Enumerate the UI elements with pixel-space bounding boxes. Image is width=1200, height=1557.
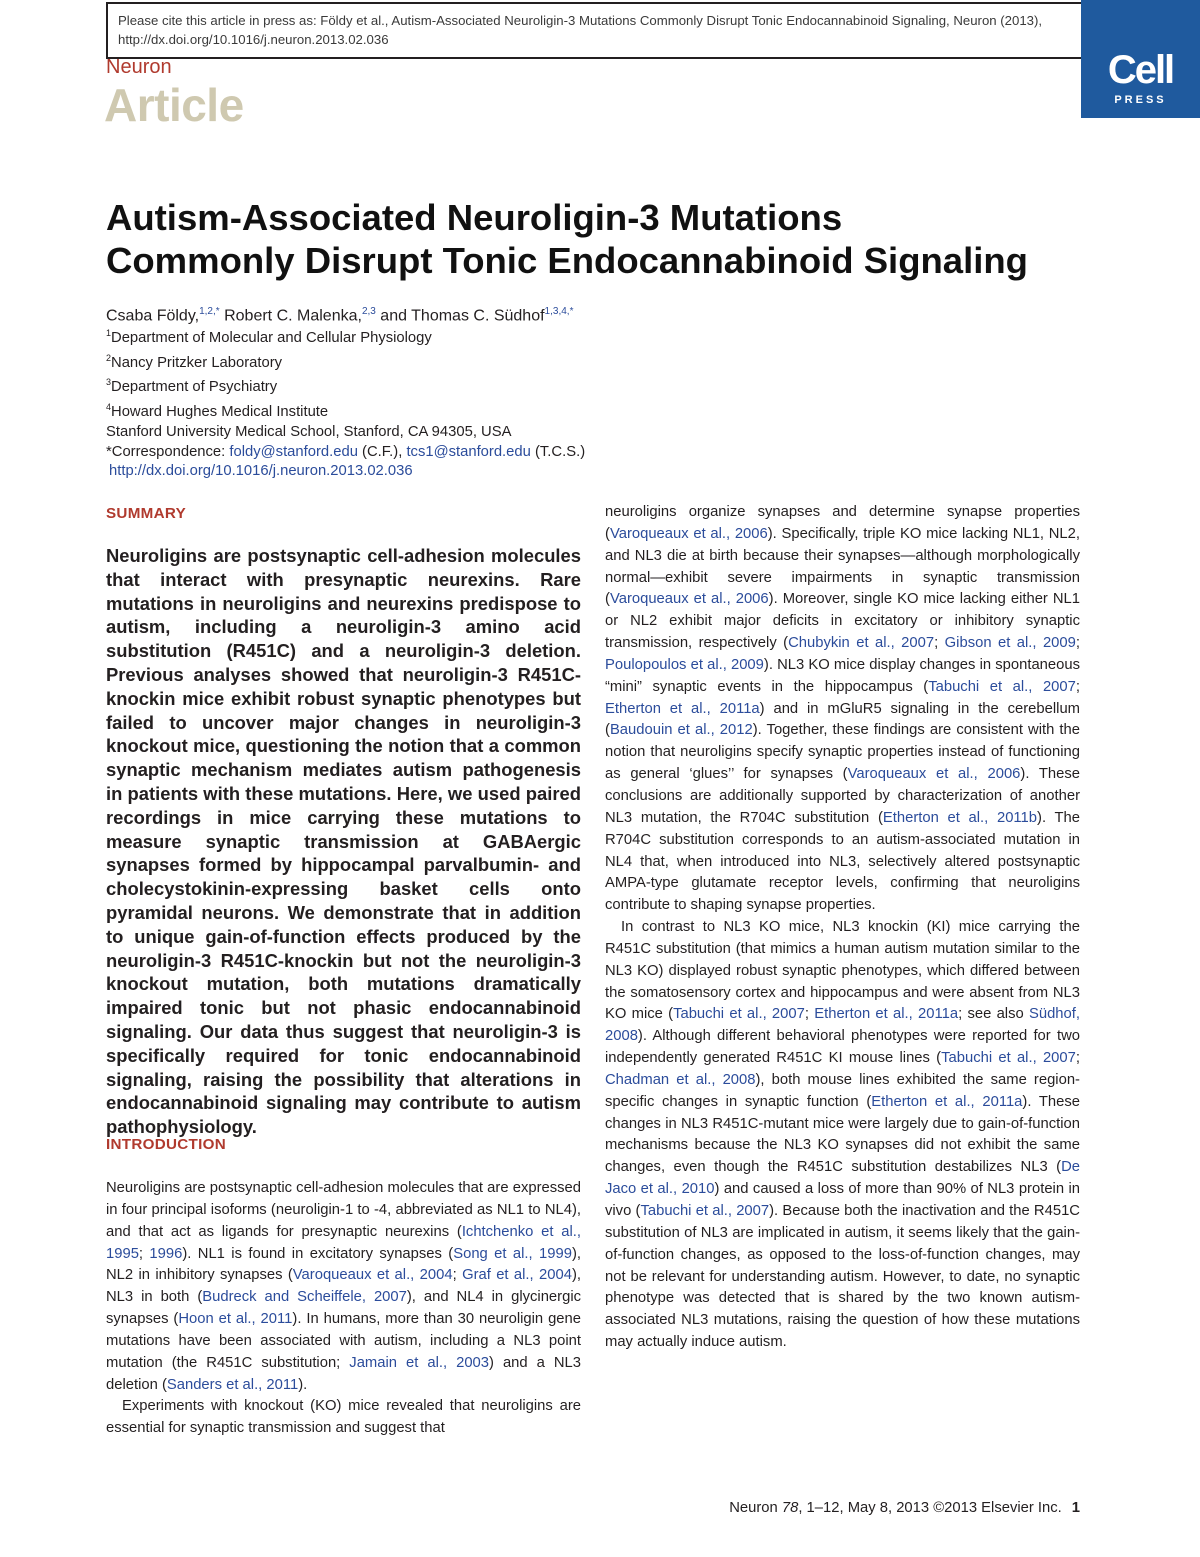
- citation-link[interactable]: Varoqueaux et al., 2004: [292, 1267, 453, 1284]
- affiliation-2: $^2$Nancy Pritzker Laboratory: [106, 352, 283, 371]
- citation-link[interactable]: Ichtchenko et al., 1995: [106, 1223, 581, 1262]
- intro-paragraph-2: [106, 1396, 581, 1440]
- body-text: ), and NL4 in glycinergic synapses (: [106, 1289, 582, 1328]
- affiliation-3: $^3$Department of Psychiatry: [106, 377, 278, 396]
- citation-link[interactable]: Varoqueaux et al., 2006: [609, 591, 769, 608]
- body-text: ), both mouse lines exhibited the same region-specific changes in synaptic function (: [605, 1071, 1080, 1110]
- body-text: ).: [298, 1376, 308, 1393]
- citation-link[interactable]: Tabuchi et al., 2007: [673, 1006, 805, 1023]
- author-2-affiliations[interactable]: 2,3: [361, 306, 376, 317]
- body-text: ), NL3 in both (: [106, 1267, 581, 1306]
- institution-address: Stanford University Medical School, Stanford, CA 94305, USA: [106, 423, 512, 440]
- cell-logo-press: PRESS: [1114, 94, 1167, 106]
- body-text: ;: [452, 1267, 463, 1284]
- body-text: Experiments with knockout (KO) mice revealed that neuroligins are essential for synaptic transmission and suggest that: [106, 1398, 581, 1437]
- affiliations: [106, 324, 585, 482]
- introduction-heading: INTRODUCTION: [106, 1136, 227, 1153]
- author-3: and Thomas C. Südhof: [375, 307, 545, 325]
- citation-link[interactable]: Tabuchi et al., 2007: [640, 1203, 770, 1219]
- footer-volume: 78: [781, 1500, 799, 1516]
- body-text: Neuroligins are postsynaptic cell-adhesion molecules that are expressed in four principal isoforms (neuroligin-1 to -4, abbreviated as NL1 to NL4), and that act as ligands for presynaptic neurexins (: [106, 1180, 581, 1240]
- body-text: ). Because both the inactivation and the R451C substitution of NL3 are implicated in autism, it seems likely that the gain-of-function changes, as opposed to the loss-of-function changes, may not be relevant for understanding autism. However, to date, no synaptic phenotype was detected that is shared by the two known autism-associated NL3 mutations, raising the question of how these mutations may actually induce autism.: [605, 1203, 1080, 1351]
- affiliation-4: $^4$Howard Hughes Medical Institute: [106, 402, 329, 421]
- title-line-2: Commonly Disrupt Tonic Endocannabinoid Signaling: [106, 240, 1028, 281]
- body-text: ;: [934, 635, 945, 652]
- citation-link[interactable]: Etherton et al., 2011b: [882, 809, 1038, 826]
- citation-link[interactable]: Varoqueaux et al., 2006: [609, 525, 768, 542]
- citation-link[interactable]: Etherton et al., 2011a: [605, 700, 760, 717]
- body-text: ) and caused a loss of more than 90% of NL3 protein in vivo (: [605, 1181, 1080, 1219]
- body-text: ). In humans, more than 30 neuroligin gene mutations have been associated with autism, including a NL3 point mutation (the R451C substitution;: [106, 1311, 581, 1371]
- citation-link[interactable]: Sanders et al., 2011: [166, 1376, 299, 1393]
- body-text: ;: [1075, 1050, 1080, 1067]
- author-1: Csaba Földy,: [106, 307, 200, 325]
- author-3-affiliations[interactable]: 1,3,4,*: [544, 306, 574, 317]
- citation-link[interactable]: Hoon et al., 2011: [178, 1311, 293, 1328]
- body-text: ). Specifically, triple KO mice lacking NL1, NL2, and NL3 die at birth because their synapses—although morphologically normal—exhibit severe impairments in synaptic transmission (: [605, 525, 1080, 608]
- body-text: In contrast to NL3 KO mice, NL3 knockin (KI) mice carrying the R451C substitution (that mimics a human autism mutation similar to the NL3 KO) displayed robust synaptic phenotypes, which differed between the somatosensory cortex and hippocampus and were absent from NL3 KO mice (: [605, 919, 1080, 1023]
- intro-paragraph-continued: [605, 502, 1080, 917]
- page-footer: [729, 1500, 1080, 1516]
- intro-paragraph-3: [605, 917, 1080, 1354]
- body-text: ). These changes in NL3 R451C-mutant mice were largely due to gain-of-function mechanisms because the NL3 KO synapses did not exhibit the same changes, even though the R451C substitution destabilizes NL3 (: [605, 1093, 1081, 1176]
- footer-journal: Neuron: [729, 1500, 782, 1516]
- article-title: [106, 196, 1106, 282]
- body-text: ;: [1075, 635, 1080, 652]
- body-text: ). The R704C substitution corresponds to an autism-associated mutation in NL4 that, when introduced into NL3, selectively altered postsynaptic AMPA-type glutamate receptor levels, confirming that neuroligins contribute to shaping synapse properties.: [605, 809, 1080, 914]
- body-text: ). Moreover, single KO mice lacking either NL1 or NL2 exhibit major deficits in excitatory or inhibitory synaptic transmission, respectively (: [605, 591, 1080, 652]
- citation-link[interactable]: 1996: [149, 1245, 183, 1262]
- citation-link[interactable]: Graf et al., 2004: [462, 1267, 572, 1284]
- citation-link[interactable]: Chadman et al., 2008: [605, 1071, 756, 1088]
- title-line-1: Autism-Associated Neuroligin-3 Mutations: [106, 197, 843, 238]
- citation-link[interactable]: Etherton et al., 2011a: [871, 1093, 1023, 1110]
- citation-link[interactable]: Baudouin et al., 2012: [609, 722, 753, 739]
- body-text: ). NL3 KO mice display changes in spontaneous “mini” synaptic events in the hippocampus (: [605, 656, 1080, 695]
- email-link-foldy[interactable]: foldy@stanford.edu: [229, 443, 358, 460]
- body-text: ). Together, these findings are consistent with the notion that neuroligins specify synaptic properties instead of functioning as general ‘glues’’ for synapses (: [605, 722, 1080, 783]
- correspondence: *Correspondence: foldy@stanford.edu (C.F.), tcs1@stanford.edu (T.C.S.): [106, 443, 586, 460]
- doi-line: [106, 462, 585, 482]
- citation-link[interactable]: Südhof, 2008: [605, 1006, 1080, 1045]
- body-text: ; see also: [958, 1006, 1029, 1023]
- summary-heading: SUMMARY: [106, 505, 187, 522]
- summary-text: Neuroligins are postsynaptic cell-adhesion molecules that interact with presynaptic neurexins. Rare mutations in neuroligins and neurexins predispose to autism, including a neuroligin-3 amino acid substitution (R451C) and a neuroligin-3 deletion. Previous analyses showed that neuroligin-3 R451C-knockin mice exhibit robust synaptic phenotypes but failed to uncover major changes in neuroligin-3 knockout mice, questioning the notion that a common synaptic mechanism mediates autism pathogenesis in patients with these mutations. Here, we used paired recordings in mice carrying these mutations to measure synaptic transmission at GABAergic synapses formed by hippocampal parvalbumin- and cholecystokinin-expressing basket cells onto pyramidal neurons. We demonstrate that in addition to unique gain-of-function effects produced by the neuroligin-3 R451C-knockin but not the neuroligin-3 knockout mutation, both mutations dramatically impaired tonic but not phasic endocannabinoid signaling. Our data thus suggest that neuroligin-3 is specifically required for tonic endocannabinoid signaling, raising the possibility that alterations in endocannabinoid signaling may contribute to autism pathophysiology.: [106, 545, 581, 1138]
- cell-logo-word: Cell: [1107, 48, 1174, 92]
- doi-link[interactable]: http://dx.doi.org/10.1016/j.neuron.2013.02.036: [109, 463, 413, 480]
- article-type: Article: [104, 79, 244, 131]
- author-list: [106, 302, 573, 326]
- body-text: ) and in mGluR5 signaling in the cerebellum (: [605, 700, 1080, 739]
- citation-link[interactable]: Poulopoulos et al., 2009: [605, 656, 764, 673]
- page-number: 1: [1071, 1500, 1080, 1516]
- body-text: ), NL2 in inhibitory synapses (: [106, 1245, 581, 1284]
- citation-text: Please cite this article in press as: Földy et al., Autism-Associated Neuroligin-3 Mutations Commonly Disrupt Tonic Endocannabinoid Signaling, Neuron (2013), http://dx.doi.org/10.1016/j.neuron.2013.02.036: [118, 13, 1043, 47]
- author-1-affiliations[interactable]: 1,2,*: [199, 306, 220, 317]
- citation-notice: [106, 2, 1088, 59]
- body-text: ;: [1075, 678, 1080, 695]
- body-text: ). These conclusions are additionally supported by characterization of another NL3 mutation, the R704C substitution (: [605, 766, 1080, 826]
- citation-link[interactable]: Song et al., 1999: [453, 1245, 572, 1262]
- affiliation-1: $^1$Department of Molecular and Cellular Physiology: [106, 328, 432, 346]
- author-2: Robert C. Malenka,: [219, 307, 362, 325]
- citation-link[interactable]: Budreck and Scheiffele, 2007: [202, 1289, 407, 1306]
- citation-link[interactable]: Jamain et al., 2003: [349, 1354, 490, 1371]
- body-text: ). NL1 is found in excitatory synapses (: [182, 1245, 454, 1262]
- body-text: ;: [138, 1245, 150, 1262]
- footer-pages: , 1–12, May 8, 2013 ©2013 Elsevier Inc.: [798, 1500, 1062, 1516]
- body-text: ). Although different behavioral phenotypes were reported for two independently generated R451C KI mouse lines (: [605, 1028, 1080, 1067]
- body-text: neuroligins organize synapses and determine synapse properties (: [605, 504, 1080, 542]
- email-link-tcs1[interactable]: tcs1@stanford.edu: [406, 443, 531, 460]
- citation-link[interactable]: De Jaco et al., 2010: [605, 1159, 1080, 1198]
- intro-paragraph-1: [106, 1178, 581, 1396]
- journal-name: Neuron: [106, 56, 172, 78]
- citation-link[interactable]: Tabuchi et al., 2007: [941, 1050, 1076, 1067]
- body-text: ;: [804, 1006, 815, 1023]
- citation-link[interactable]: Varoqueaux et al., 2006: [847, 766, 1021, 783]
- citation-link[interactable]: Chubykin et al., 2007: [788, 635, 935, 652]
- left-column-body: [106, 1178, 581, 1440]
- body-text: ) and a NL3 deletion (: [106, 1354, 582, 1393]
- citation-link[interactable]: Etherton et al., 2011a: [814, 1006, 959, 1023]
- citation-link[interactable]: Tabuchi et al., 2007: [928, 678, 1076, 695]
- cell-press-logo: [1081, 0, 1200, 118]
- right-column-body: [605, 502, 1080, 1354]
- citation-link[interactable]: Gibson et al., 2009: [944, 635, 1076, 652]
